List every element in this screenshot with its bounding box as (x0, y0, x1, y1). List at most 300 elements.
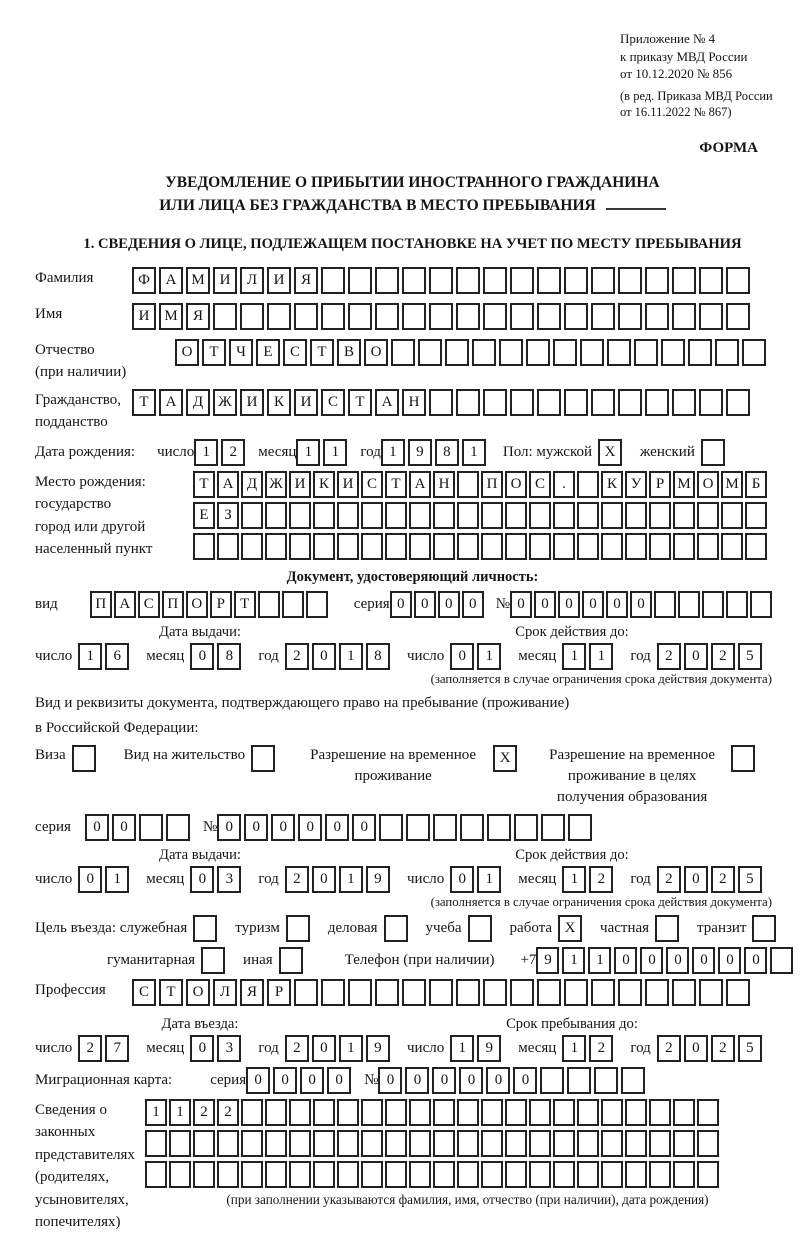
char-box-filled: К (601, 471, 623, 498)
char-box-empty (577, 471, 599, 498)
char-box-filled: Д (186, 389, 210, 416)
char-box-filled: 2 (193, 1099, 215, 1126)
char-box-filled: П (162, 591, 184, 618)
char-box-empty (313, 1099, 335, 1126)
char-box-filled: 0 (414, 591, 436, 618)
char-boxes (390, 591, 486, 618)
char-box-empty (337, 1130, 359, 1157)
char-box-filled: 1 (296, 439, 320, 466)
char-box-filled: 0 (244, 814, 268, 841)
char-box-empty (505, 1099, 527, 1126)
date-word-month: месяц (518, 1039, 557, 1056)
char-boxes (145, 1130, 721, 1157)
char-box-filled: . (553, 471, 575, 498)
char-box-filled: 0 (534, 591, 556, 618)
row-birthdate (35, 439, 790, 466)
field-rows (132, 303, 790, 334)
box-row (132, 389, 790, 416)
char-box-filled: 0 (438, 591, 460, 618)
dates-permit (35, 847, 790, 910)
char-box-empty (241, 1161, 263, 1188)
char-box-empty (673, 533, 695, 560)
char-box-filled: 2 (78, 1035, 102, 1062)
char-box-empty (564, 267, 588, 294)
char-box-empty (433, 814, 457, 841)
char-box-filled: Е (256, 339, 280, 366)
char-box-filled: 0 (692, 947, 715, 974)
text-label: № (202, 818, 218, 835)
text-label: +7 (520, 951, 537, 968)
box-row (193, 533, 790, 560)
char-box-empty (673, 1099, 695, 1126)
char-box-empty (577, 502, 599, 529)
char-box-empty (529, 1099, 551, 1126)
char-box-empty (702, 591, 724, 618)
dates-entry (35, 1016, 790, 1062)
title-blank-line (606, 194, 666, 210)
text-label: Миграционная карта: (35, 1071, 173, 1088)
char-box-empty (375, 303, 399, 330)
char-box-empty (321, 303, 345, 330)
char-box-empty (529, 1161, 551, 1188)
char-box-filled: 1 (477, 866, 501, 893)
char-box-filled: Н (433, 471, 455, 498)
char-box-empty (697, 1099, 719, 1126)
char-box-empty (567, 1067, 591, 1094)
char-box-empty (673, 1161, 695, 1188)
char-box-empty (591, 303, 615, 330)
char-box-empty (745, 533, 767, 560)
char-box-filled: 0 (312, 643, 336, 670)
char-box-filled: А (217, 471, 239, 498)
char-box-filled: 0 (271, 814, 295, 841)
validity-note: (заполняется в случае ограничения срока действия документа) (430, 671, 772, 686)
dates-right-title: Срок действия до: (515, 846, 629, 863)
char-box-empty (294, 979, 318, 1006)
date-word-day: число (35, 647, 73, 664)
char-box-empty (457, 502, 479, 529)
char-box-filled: 1 (339, 1035, 363, 1062)
char-box-empty (594, 1067, 618, 1094)
box-row (132, 979, 790, 1006)
char-box-filled: Ж (265, 471, 287, 498)
text-label: № (495, 595, 510, 612)
char-box-empty (726, 303, 750, 330)
char-boxes (450, 1035, 504, 1062)
char-box-empty (510, 303, 534, 330)
char-box-filled: О (364, 339, 388, 366)
char-box-filled: 0 (85, 814, 109, 841)
validity-note: (заполняется в случае ограничения срока действия документа) (430, 894, 772, 909)
char-box-filled: Т (385, 471, 407, 498)
char-boxes (85, 814, 193, 841)
char-box-filled: А (375, 389, 399, 416)
char-box-empty (217, 533, 239, 560)
char-box-empty (649, 502, 671, 529)
char-box-filled: А (409, 471, 431, 498)
char-box-filled: О (186, 591, 208, 618)
date-group (407, 643, 790, 670)
char-box-empty (510, 389, 534, 416)
char-box-empty (166, 814, 190, 841)
char-boxes (285, 643, 393, 670)
char-box-filled: 9 (366, 866, 390, 893)
date-word-day: число (407, 647, 445, 664)
char-box-empty (456, 267, 480, 294)
char-boxes (296, 439, 350, 466)
char-box-empty (699, 389, 723, 416)
option-residence-permit (124, 745, 283, 772)
checkbox-unchecked (201, 947, 225, 974)
char-box-filled: С (132, 979, 156, 1006)
char-box-empty (385, 533, 407, 560)
char-box-filled: 5 (738, 643, 762, 670)
char-box-filled: И (294, 389, 318, 416)
option-temporary-residence-permit (293, 745, 525, 787)
char-box-filled: 3 (217, 1035, 241, 1062)
field-label (35, 267, 132, 290)
char-box-empty (445, 339, 469, 366)
field-label-line: Место рождения: (35, 473, 146, 490)
char-box-empty (433, 1130, 455, 1157)
char-box-empty (456, 979, 480, 1006)
char-box-empty (483, 303, 507, 330)
text-label: месяц (258, 443, 297, 460)
row-permit-series (35, 814, 790, 841)
char-box-filled: 1 (145, 1099, 167, 1126)
char-box-filled: Я (186, 303, 210, 330)
char-box-filled: У (625, 471, 647, 498)
char-box-filled: Т (159, 979, 183, 1006)
char-box-empty (337, 1161, 359, 1188)
char-box-filled: 2 (711, 1035, 735, 1062)
char-box-empty (553, 339, 577, 366)
char-box-empty (499, 339, 523, 366)
char-box-empty (348, 979, 372, 1006)
char-box-filled: 0 (378, 1067, 402, 1094)
checkbox-unchecked (468, 915, 492, 942)
dates-row (35, 847, 790, 893)
char-box-filled: 0 (112, 814, 136, 841)
box-row (193, 471, 790, 498)
char-box-filled: 0 (630, 591, 652, 618)
char-box-empty (169, 1161, 191, 1188)
text-label: Дата рождения: (35, 443, 136, 460)
char-box-filled: 0 (450, 643, 474, 670)
char-box-filled: 1 (562, 947, 585, 974)
option-label: Виза (35, 746, 66, 763)
char-boxes (562, 643, 616, 670)
char-box-empty (241, 1099, 263, 1126)
checkbox-checked: X (493, 745, 517, 772)
char-box-empty (145, 1161, 167, 1188)
char-box-filled: И (240, 389, 264, 416)
para-residence-doc-2: в Российской Федерации: (35, 719, 199, 736)
checkbox-checked: X (598, 439, 622, 466)
char-box-empty (621, 1067, 645, 1094)
dates-right-title: Срок пребывания до: (506, 1015, 638, 1032)
date-word-month: месяц (518, 870, 557, 887)
char-box-filled: Т (310, 339, 334, 366)
dates-identity-doc (35, 624, 790, 687)
char-box-empty (726, 389, 750, 416)
char-box-empty (625, 502, 647, 529)
box-row (132, 267, 790, 294)
char-boxes (190, 643, 244, 670)
char-box-filled: С (138, 591, 160, 618)
char-box-empty (193, 1161, 215, 1188)
char-box-empty (577, 1099, 599, 1126)
date-group (35, 1035, 407, 1062)
annex-amendment-note (620, 88, 790, 121)
char-box-empty (294, 303, 318, 330)
char-box-empty (409, 1130, 431, 1157)
char-box-empty (697, 1161, 719, 1188)
checkbox-checked: X (558, 915, 582, 942)
char-box-empty (240, 303, 264, 330)
box-row (145, 1130, 790, 1157)
char-box-filled: 8 (217, 643, 241, 670)
char-box-filled: 0 (666, 947, 689, 974)
char-box-filled: 1 (477, 643, 501, 670)
char-box-empty (213, 303, 237, 330)
field-citizenship (35, 389, 790, 434)
char-box-empty (726, 267, 750, 294)
text-label: работа (509, 919, 553, 936)
char-box-empty (645, 267, 669, 294)
char-boxes (657, 643, 765, 670)
char-box-empty (529, 1130, 551, 1157)
char-box-empty (402, 267, 426, 294)
char-box-empty (361, 1161, 383, 1188)
char-box-empty (505, 1161, 527, 1188)
document-title-line-2: ИЛИ ЛИЦА БЕЗ ГРАЖДАНСТВА В МЕСТО ПРЕБЫВАНИЯ (35, 194, 790, 217)
char-box-filled: 9 (536, 947, 559, 974)
char-box-filled: 0 (459, 1067, 483, 1094)
char-box-filled: И (213, 267, 237, 294)
char-box-empty (313, 502, 335, 529)
char-box-filled: 0 (582, 591, 604, 618)
char-box-filled: В (337, 339, 361, 366)
char-box-filled: С (361, 471, 383, 498)
field-label-line: Профессия (35, 981, 106, 998)
char-box-filled: Б (745, 471, 767, 498)
char-box-empty (672, 303, 696, 330)
char-box-empty (601, 1130, 623, 1157)
char-box-filled: 0 (190, 643, 214, 670)
char-box-empty (537, 389, 561, 416)
char-box-filled: 0 (190, 866, 214, 893)
field-label-line: государство (35, 496, 112, 513)
char-boxes (190, 1035, 244, 1062)
char-box-filled: И (267, 267, 291, 294)
char-box-filled: 0 (744, 947, 767, 974)
char-box-filled: Л (240, 267, 264, 294)
char-box-empty (697, 1130, 719, 1157)
char-box-filled: 0 (684, 1035, 708, 1062)
option-label: Разрешение на временное проживание в целях получения образования (549, 746, 716, 805)
char-box-filled: 2 (217, 1099, 239, 1126)
char-box-filled: 1 (339, 866, 363, 893)
text-label: год (360, 443, 381, 460)
char-box-empty (391, 339, 415, 366)
dates-right-title: Срок действия до: (515, 623, 629, 640)
row-doc-type (35, 591, 790, 618)
char-box-empty (457, 1099, 479, 1126)
char-box-filled: М (159, 303, 183, 330)
field-label (35, 339, 175, 384)
checkbox-unchecked (655, 915, 679, 942)
field-rows (132, 267, 790, 298)
char-box-empty (505, 502, 527, 529)
field-rows (132, 389, 790, 420)
char-boxes (193, 502, 769, 529)
char-box-empty (645, 979, 669, 1006)
char-box-empty (321, 267, 345, 294)
field-rows (145, 1099, 790, 1208)
char-box-filled: 0 (298, 814, 322, 841)
char-box-empty (625, 533, 647, 560)
char-box-empty (673, 502, 695, 529)
char-box-filled: Т (202, 339, 226, 366)
char-box-empty (645, 389, 669, 416)
date-word-year: год (630, 870, 651, 887)
char-box-filled: 0 (312, 1035, 336, 1062)
char-boxes (78, 1035, 132, 1062)
char-box-filled: 8 (366, 643, 390, 670)
dates-right (407, 1016, 790, 1062)
field-profession (35, 979, 790, 1010)
char-box-empty (625, 1161, 647, 1188)
date-word-day: число (35, 870, 73, 887)
char-box-empty (193, 1130, 215, 1157)
char-box-filled: М (721, 471, 743, 498)
checkbox-unchecked (286, 915, 310, 942)
char-box-filled: 0 (450, 866, 474, 893)
char-box-empty (409, 1099, 431, 1126)
text-label: серия (35, 818, 71, 835)
text-label: серия (353, 595, 390, 612)
char-box-filled: 0 (510, 591, 532, 618)
char-box-empty (418, 339, 442, 366)
char-box-empty (258, 591, 280, 618)
char-box-filled: 1 (194, 439, 218, 466)
char-box-empty (634, 339, 658, 366)
char-box-empty (529, 533, 551, 560)
char-boxes (285, 1035, 393, 1062)
char-box-filled: 2 (711, 866, 735, 893)
dates-right (407, 847, 790, 893)
box-row (132, 303, 790, 330)
char-box-empty (289, 1161, 311, 1188)
char-boxes (246, 1067, 354, 1094)
char-box-filled: К (267, 389, 291, 416)
char-box-empty (699, 267, 723, 294)
char-box-filled: 3 (217, 866, 241, 893)
char-box-empty (409, 1161, 431, 1188)
form-marker: ФОРМА (699, 140, 758, 157)
char-boxes (132, 303, 753, 330)
date-word-month: месяц (146, 1039, 185, 1056)
char-box-filled: С (529, 471, 551, 498)
char-box-empty (481, 502, 503, 529)
char-box-filled: 8 (435, 439, 459, 466)
date-word-year: год (630, 1039, 651, 1056)
char-box-filled: К (313, 471, 335, 498)
char-box-empty (313, 533, 335, 560)
char-box-empty (483, 267, 507, 294)
annex-reference (620, 30, 790, 120)
document-title (35, 171, 790, 218)
field-label (35, 979, 132, 1002)
char-box-empty (625, 1099, 647, 1126)
char-box-filled: П (481, 471, 503, 498)
char-boxes (450, 643, 504, 670)
char-box-empty (313, 1161, 335, 1188)
char-box-empty (433, 1161, 455, 1188)
char-box-empty (607, 339, 631, 366)
char-box-empty (750, 591, 772, 618)
char-box-empty (409, 502, 431, 529)
text-label: Телефон (при наличии) (344, 951, 495, 968)
char-box-filled: О (175, 339, 199, 366)
char-box-filled: 1 (169, 1099, 191, 1126)
field-legal-representatives (35, 1099, 790, 1234)
char-box-empty (457, 1130, 479, 1157)
char-box-filled: 0 (273, 1067, 297, 1094)
char-box-empty (265, 1099, 287, 1126)
char-box-empty (699, 979, 723, 1006)
annex-line-3: от 10.12.2020 № 856 (620, 66, 733, 82)
char-box-filled: 1 (562, 1035, 586, 1062)
char-box-filled: 1 (562, 866, 586, 893)
char-box-empty (537, 267, 561, 294)
char-box-filled: 2 (285, 643, 309, 670)
date-group (407, 866, 790, 893)
char-box-filled: Т (348, 389, 372, 416)
option-visa (35, 745, 104, 772)
char-box-filled: С (321, 389, 345, 416)
form-body (35, 267, 790, 1234)
char-box-filled: 9 (408, 439, 432, 466)
char-box-empty (618, 303, 642, 330)
char-box-filled: 5 (738, 1035, 762, 1062)
text-label: Пол: мужской (502, 443, 593, 460)
char-box-filled: 1 (588, 947, 611, 974)
text-label: учеба (425, 919, 462, 936)
box-row (193, 502, 790, 529)
box-row (145, 1161, 790, 1188)
char-box-filled: М (186, 267, 210, 294)
char-box-filled: 0 (190, 1035, 214, 1062)
row-purpose-1 (35, 915, 790, 942)
text-label: гуманитарная (107, 951, 196, 968)
char-box-empty (406, 814, 430, 841)
char-box-empty (321, 979, 345, 1006)
date-word-day: число (407, 1039, 445, 1056)
char-box-empty (672, 389, 696, 416)
char-box-empty (217, 1130, 239, 1157)
text-label: № (364, 1071, 379, 1088)
char-box-empty (337, 1099, 359, 1126)
char-box-empty (726, 979, 750, 1006)
char-box-empty (537, 303, 561, 330)
char-box-empty (265, 502, 287, 529)
char-box-filled: Р (267, 979, 291, 1006)
annex-line-2: к приказу МВД России (620, 48, 748, 64)
char-box-empty (481, 1161, 503, 1188)
char-box-filled: 0 (390, 591, 412, 618)
